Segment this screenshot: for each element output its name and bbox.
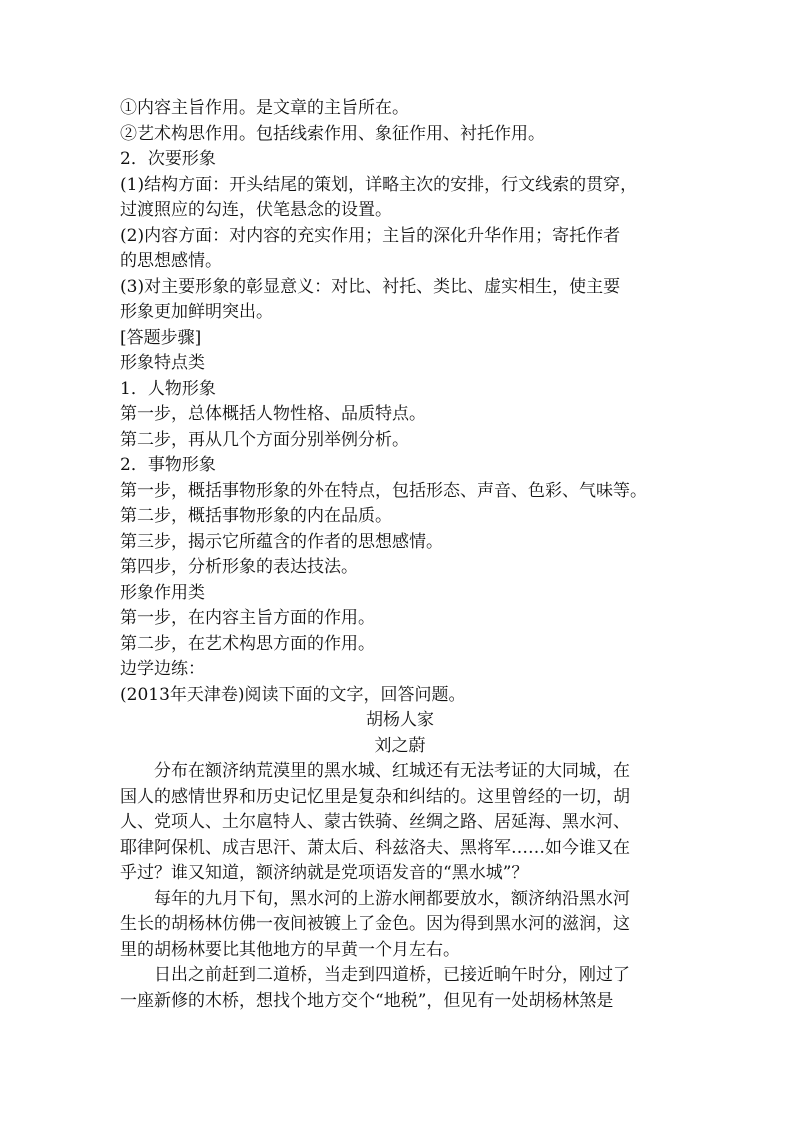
text-line: 形象更加鲜明突出。: [120, 302, 273, 322]
article-line: 国人的感情世界和历史记忆里是复杂和纠结的。这里曾经的一切，胡: [120, 786, 630, 807]
subsection-heading: 形象特点类: [120, 353, 205, 373]
text-line: 第二步，再从几个方面分别举例分析。: [120, 429, 409, 450]
text-line: 第一步，总体概括人物性格、品质特点。: [120, 404, 426, 424]
article-line: 里的胡杨林要比其他地方的早黄一个月左右。: [120, 939, 460, 960]
text-line: 过渡照应的勾连，伏笔悬念的设置。: [120, 200, 392, 220]
document-page: [120, 96, 680, 1014]
section-heading: [答题步骤]: [120, 327, 202, 348]
text-line: (3)对主要形象的彰显意义：对比、衬托、类比、虚实相生，使主要: [120, 276, 621, 297]
article-line: 耶律阿保机、成吉思汗、萧太后、科兹洛夫、黑将军……如今谁又在: [120, 837, 630, 858]
text-line: (1)结构方面：开头结尾的策划，详略主次的安排，行文线索的贯穿，: [120, 174, 638, 195]
section-heading: 2．次要形象: [120, 149, 216, 169]
text-line: (2013年天津卷)阅读下面的文字，回答问题。: [120, 684, 466, 705]
text-line: 第三步，揭示它所蕴含的作者的思想感情。: [120, 531, 443, 552]
article-author: 刘之蔚: [374, 735, 426, 756]
article-line: 人、党项人、土尔扈特人、蒙古铁骑、丝绸之路、居延海、黑水河、: [120, 812, 630, 832]
article-line: 生长的胡杨林仿佛一夜间被镀上了金色。因为得到黑水河的滋润，这: [120, 914, 630, 934]
section-heading: 1．人物形象: [120, 378, 216, 399]
text-line: ②艺术构思作用。包括线索作用、象征作用、衬托作用。: [120, 123, 545, 144]
article-line: 一座新修的木桥，想找个地方交个“地税”，但见有一处胡杨林煞是: [120, 990, 614, 1011]
article-title: 胡杨人家: [366, 710, 434, 730]
text-line: 第一步，在内容主旨方面的作用。: [120, 608, 375, 628]
text-line: (2)内容方面：对内容的充实作用；主旨的深化升华作用；寄托作者: [120, 225, 621, 246]
article-line: 每年的九月下旬，黑水河的上游水闸都要放水，额济纳沿黑水河: [154, 888, 630, 909]
text-line: 第二步，在艺术构思方面的作用。: [120, 633, 375, 654]
subsection-heading: 形象作用类: [120, 582, 205, 603]
text-line: 第四步，分析形象的表达技法。: [120, 557, 358, 577]
section-heading: 2．事物形象: [120, 455, 216, 475]
article-line: 日出之前赶到二道桥，当走到四道桥，已接近晌午时分，刚过了: [154, 965, 630, 985]
text-line: 第二步，概括事物形象的内在品质。: [120, 506, 392, 526]
text-line: 第一步，概括事物形象的外在特点，包括形态、声音、色彩、气味等。: [120, 480, 647, 501]
text-line: ①内容主旨作用。是文章的主旨所在。: [120, 98, 409, 118]
text-line: 边学边练：: [120, 659, 205, 679]
article-line: 分布在额济纳荒漠里的黑水城、红城还有无法考证的大同城，在: [154, 761, 630, 781]
article-line: 乎过？谁又知道，额济纳就是党项语发音的“黑水城”？: [120, 863, 529, 883]
text-line: 的思想感情。: [120, 251, 222, 271]
